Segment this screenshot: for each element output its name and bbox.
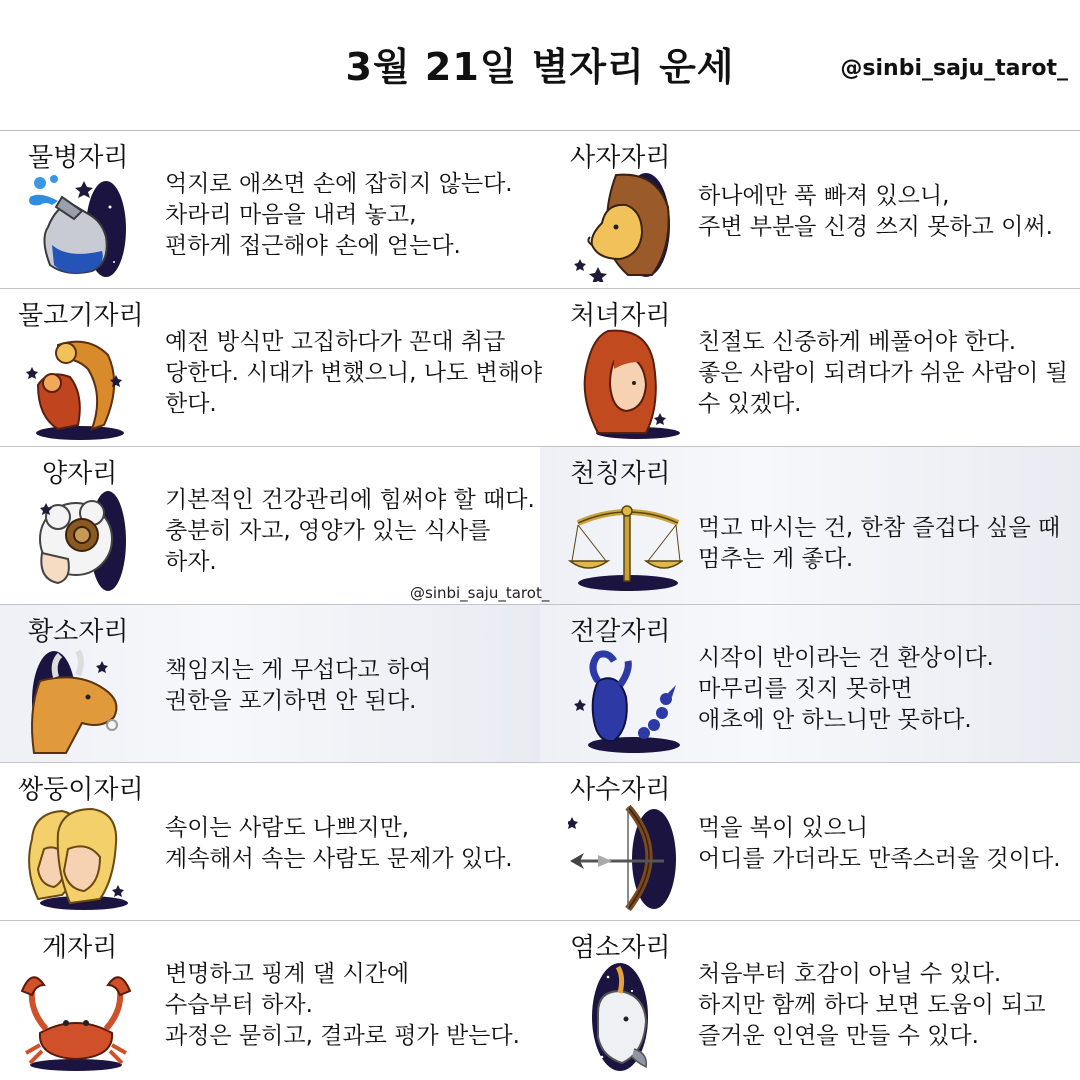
sign-name: 쌍둥이자리: [18, 775, 144, 805]
capricorn-goat-icon: [568, 957, 683, 1072]
fortune-line: 예전 방식만 고집하다가 꼰대 취급: [165, 329, 506, 355]
sign-name: 양자리: [42, 459, 118, 489]
sign-card-virgo: [540, 289, 1080, 446]
fortune-line: 멈추는 게 좋다.: [698, 546, 854, 572]
sign-name: 물병자리: [28, 143, 129, 173]
sign-name: 사수자리: [570, 775, 671, 805]
watermark-handle: @sinbi_saju_tarot_: [410, 584, 550, 602]
aries-ram-icon: [18, 483, 133, 598]
aquarius-jar-icon: [18, 167, 133, 282]
header: [0, 0, 1080, 131]
sign-card-aquarius: [0, 131, 540, 288]
sign-card-aries: [0, 447, 540, 604]
fortune-line: 어디를 가더라도 만족스러울 것이다.: [698, 846, 1061, 872]
sign-name: 염소자리: [570, 933, 671, 963]
fortune-text: [165, 169, 535, 262]
fortune-text: [165, 959, 535, 1052]
fortune-line: 먹고 마시는 건, 한참 즐겁다 싶을 때: [698, 515, 1061, 541]
account-handle: @sinbi_saju_tarot_: [840, 56, 1068, 81]
sagittarius-bow-icon: [568, 799, 683, 914]
taurus-bull-icon: [18, 641, 133, 756]
fortune-line: 처음부터 호감이 아닐 수 있다.: [698, 961, 1002, 987]
sign-name: 처녀자리: [570, 301, 671, 331]
horoscope-grid: [0, 131, 1080, 1080]
fortune-line: 시작이 반이라는 건 환상이다.: [698, 645, 994, 671]
fortune-text: [698, 327, 1078, 420]
fortune-text: [698, 513, 1078, 575]
virgo-maiden-icon: [568, 325, 683, 440]
fortune-line: 당한다. 시대가 변했으니, 나도 변해야: [165, 360, 543, 386]
fortune-line: 주변 부분을 신경 쓰지 못하고 이써.: [698, 214, 1053, 240]
grid-row: [0, 605, 1080, 763]
fortune-line: 하나에만 푹 빠져 있으니,: [698, 183, 950, 209]
fortune-text: [698, 643, 1078, 736]
fortune-text: [165, 485, 535, 578]
fortune-line: 속이는 사람도 나쁘지만,: [165, 815, 410, 841]
sign-card-scorpio: [540, 605, 1080, 762]
fortune-text: [165, 655, 535, 717]
sign-name: 사자자리: [570, 143, 671, 173]
fortune-line: 차라리 마음을 내려 놓고,: [165, 202, 417, 228]
sign-name: 물고기자리: [18, 301, 144, 331]
fortune-line: 책임지는 게 무섭다고 하여: [165, 657, 432, 683]
fortune-line: 과정은 묻히고, 결과로 평가 받는다.: [165, 1023, 520, 1049]
fortune-text: [698, 813, 1078, 875]
leo-lion-icon: [568, 167, 683, 282]
fortune-line: 편하게 접근해야 손에 얻는다.: [165, 233, 461, 259]
fortune-line: 먹을 복이 있으니: [698, 815, 869, 841]
sign-card-leo: [540, 131, 1080, 288]
fortune-line: 계속해서 속는 사람도 문제가 있다.: [165, 846, 513, 872]
fortune-line: 좋은 사람이 되려다가 쉬운 사람이 될: [698, 360, 1068, 386]
sign-card-cancer: [0, 921, 540, 1078]
fortune-line: 하자.: [165, 549, 217, 575]
libra-scales-icon: [568, 483, 683, 598]
fortune-text: [698, 181, 1078, 243]
fortune-line: 즐거운 인연을 만들 수 있다.: [698, 1023, 979, 1049]
gemini-twins-icon: [18, 799, 133, 914]
fortune-line: 수 있겠다.: [698, 391, 802, 417]
fortune-line: 하지만 함께 하다 보면 도움이 되고: [698, 992, 1046, 1018]
grid-row: [0, 289, 1080, 447]
sign-name: 전갈자리: [570, 617, 671, 647]
pisces-fish-icon: [18, 325, 133, 440]
grid-row: [0, 921, 1080, 1078]
fortune-line: 수습부터 하자.: [165, 992, 313, 1018]
fortune-line: 권한을 포기하면 안 된다.: [165, 688, 417, 714]
fortune-line: 마무리를 짓지 못하면: [698, 676, 913, 702]
sign-name: 게자리: [42, 933, 118, 963]
cancer-crab-icon: [18, 957, 133, 1072]
sign-card-capricorn: [540, 921, 1080, 1078]
fortune-line: 기본적인 건강관리에 힘써야 할 때다.: [165, 487, 535, 513]
page-title: 3월 21일 별자리 운세: [345, 45, 735, 89]
sign-card-pisces: [0, 289, 543, 446]
grid-row: [0, 447, 1080, 605]
sign-name: 천칭자리: [570, 459, 671, 489]
fortune-line: 친절도 신중하게 베풀어야 한다.: [698, 329, 1017, 355]
grid-row: [0, 763, 1080, 921]
scorpio-scorpion-icon: [568, 641, 683, 756]
fortune-line: 억지로 애쓰면 손에 잡히지 않는다.: [165, 171, 513, 197]
sign-name: 황소자리: [28, 617, 129, 647]
fortune-line: 애초에 안 하느니만 못하다.: [698, 707, 972, 733]
fortune-text: [698, 959, 1078, 1052]
fortune-text: [165, 813, 535, 875]
grid-row: [0, 131, 1080, 289]
fortune-line: 한다.: [165, 391, 217, 417]
sign-card-taurus: [0, 605, 540, 762]
sign-card-gemini: [0, 763, 540, 920]
fortune-text: [165, 327, 543, 420]
sign-card-sagittarius: [540, 763, 1080, 920]
sign-card-libra: [540, 447, 1080, 604]
fortune-line: 변명하고 핑계 댈 시간에: [165, 961, 410, 987]
fortune-line: 충분히 자고, 영양가 있는 식사를: [165, 518, 491, 544]
